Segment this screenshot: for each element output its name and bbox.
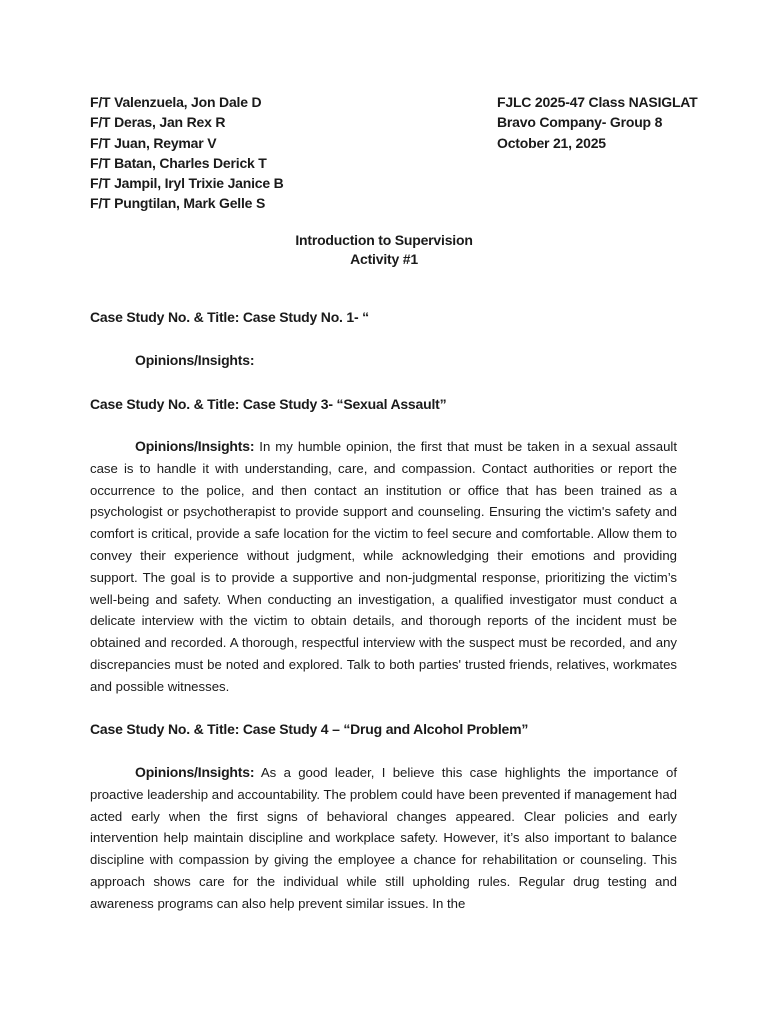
- title-activity: Activity #1: [350, 251, 418, 267]
- case-1-insights-label: Opinions/Insights:: [135, 352, 255, 368]
- case-4-section: [90, 719, 677, 739]
- case-1-insights: [90, 350, 677, 370]
- class-name: FJLC 2025-47 Class NASIGLAT: [497, 94, 698, 110]
- title-course: Introduction to Supervision: [295, 232, 473, 248]
- document-title: [0, 231, 768, 269]
- document-date: October 21, 2025: [497, 134, 606, 151]
- cadet-name: F/T Valenzuela, Jon Dale D: [90, 94, 262, 110]
- case-4-title: Case Study No. & Title: Case Study 4 – “Drug and Alcohol Problem”: [90, 721, 529, 737]
- case-4-paragraph: [90, 762, 677, 915]
- class-meta: [497, 92, 697, 153]
- cadet-name: F/T Jampil, Iryl Trixie Janice B: [90, 175, 284, 192]
- case-3-title: Case Study No. & Title: Case Study 3- “Sexual Assault”: [90, 396, 447, 412]
- document-header: [90, 92, 698, 222]
- case-3-section: [90, 394, 677, 414]
- cadet-name: F/T Deras, Jan Rex R: [90, 114, 226, 131]
- cadet-name: F/T Pungtilan, Mark Gelle S: [90, 195, 266, 212]
- case-4-text: As a good leader, I believe this case highlights the importance of proactive leadership and accountability. The problem could have been prevented if management had acted early when the first signs of behavioral changes appeared. Clear policies and early intervention help maintain discipline and workplace safety. However, it’s also important to balance discipline with compassion by giving the employee a chance for rehabilitation or counseling. This approach shows care for the individual while still upholding rules. Regular drug testing and awareness programs can also help prevent similar issues. In the: [90, 765, 677, 911]
- group-name: Bravo Company- Group 8: [497, 114, 663, 131]
- case-1-title: Case Study No. & Title: Case Study No. 1- “: [90, 309, 369, 325]
- case-3-insights-label: Opinions/Insights:: [135, 438, 255, 454]
- case-1-section: [90, 307, 677, 327]
- case-3-text: In my humble opinion, the first that must be taken in a sexual assault case is to handle it with understanding, care, and compassion. Contact authorities or report the occurrence to the police, and then contact an institution or office that has been trained as a psychologist or psychotherapist to provide support and counseling. Ensuring the victim's safety and comfort is critical, provide a safe location for the victim to feel secure and comfortable. Allow them to convey their experience without judgment, while acknowledging their emotions and providing support. The goal is to provide a supportive and non-judgmental response, prioritizing the victim’s well-being and safety. When conducting an investigation, a qualified investigator must conduct a delicate interview with the victim to obtain details, and thorough reports of the incident must be obtained and recorded. A thorough, respectful interview with the suspect must be recorded, and any discrepancies must be noted and explored. Talk to both parties' trusted friends, relatives, workmates and possible witnesses.: [90, 439, 677, 694]
- cadet-name: F/T Juan, Reymar V: [90, 134, 217, 151]
- cadet-name: F/T Batan, Charles Derick T: [90, 154, 267, 171]
- case-4-insights: [90, 762, 677, 915]
- case-4-insights-label: Opinions/Insights:: [135, 764, 255, 780]
- cadet-names: [90, 92, 390, 214]
- case-3-insights: [90, 436, 677, 698]
- case-3-paragraph: [90, 436, 677, 698]
